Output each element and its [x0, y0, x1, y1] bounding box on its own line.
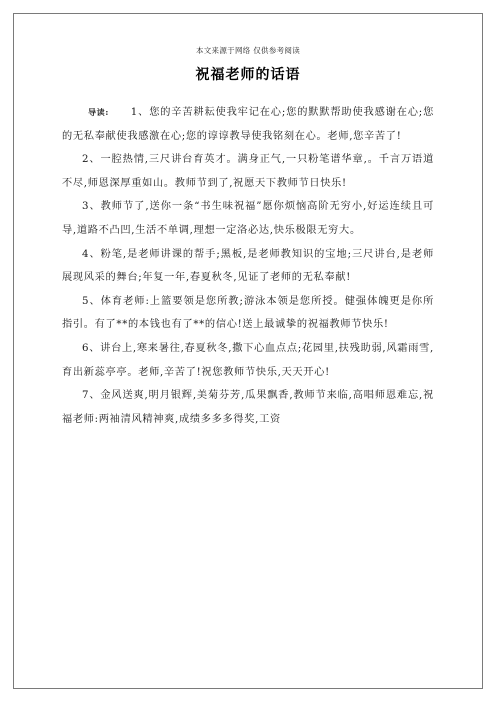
document-body: [62, 101, 434, 431]
paragraph-6: 6、讲台上,寒来暑往,春夏秋冬,撒下心血点点;花园里,扶残助弱,风霜雨雪,育出新蕊亭亭。老师,辛苦了!祝您教师节快乐,天天开心!: [62, 342, 434, 378]
paragraph-2: 2、一腔热情,三尺讲台育英才。满身正气,一只粉笔谱华章,。千言万语道不尽,师恩深厚重如山。教师节到了,祝愿天下教师节日快乐!: [62, 154, 434, 189]
page-title: 祝福老师的话语: [195, 67, 301, 83]
intro-text: 1、您的辛苦耕耘使我牢记在心;您的默默帮助使我感谢在心;您的无私奉献使我感激在心;您的谆谆教导使我铭刻在心。老师,您辛苦了!: [62, 107, 434, 142]
paragraph-3: 3、教师节了,送你一条“书生味祝福”愿你烦恼高阶无穷小,好运连续且可导,道路不凸凹,生活不单调,理想一定洛必达,快乐极限无穷大。: [62, 201, 434, 236]
source-note: 本文来源于网络 仅供参考阅读: [195, 46, 301, 55]
paragraph-4: 4、粉笔,是老师讲课的帮手;黑板,是老师教知识的宝地;三尺讲台,是老师展现风采的舞台;年复一年,春夏秋冬,见证了老师的无私奉献!: [62, 248, 434, 284]
intro-paragraph: [62, 101, 434, 148]
paragraph-7: 7、金风送爽,明月银辉,美菊芬芳,瓜果飘香,教师节来临,高唱师恩难忘,祝福老师:两袖清风精神爽,成绩多多多得奖,工资: [62, 390, 434, 425]
intro-label: 导读:: [88, 107, 109, 117]
paragraph-5: 5、体育老师:上篮要领是您所教;游泳本领是您所授。健强体魄更是你所指引。有了**的本钱也有了**的信心!送上最诚挚的祝福教师节快乐!: [62, 295, 434, 331]
